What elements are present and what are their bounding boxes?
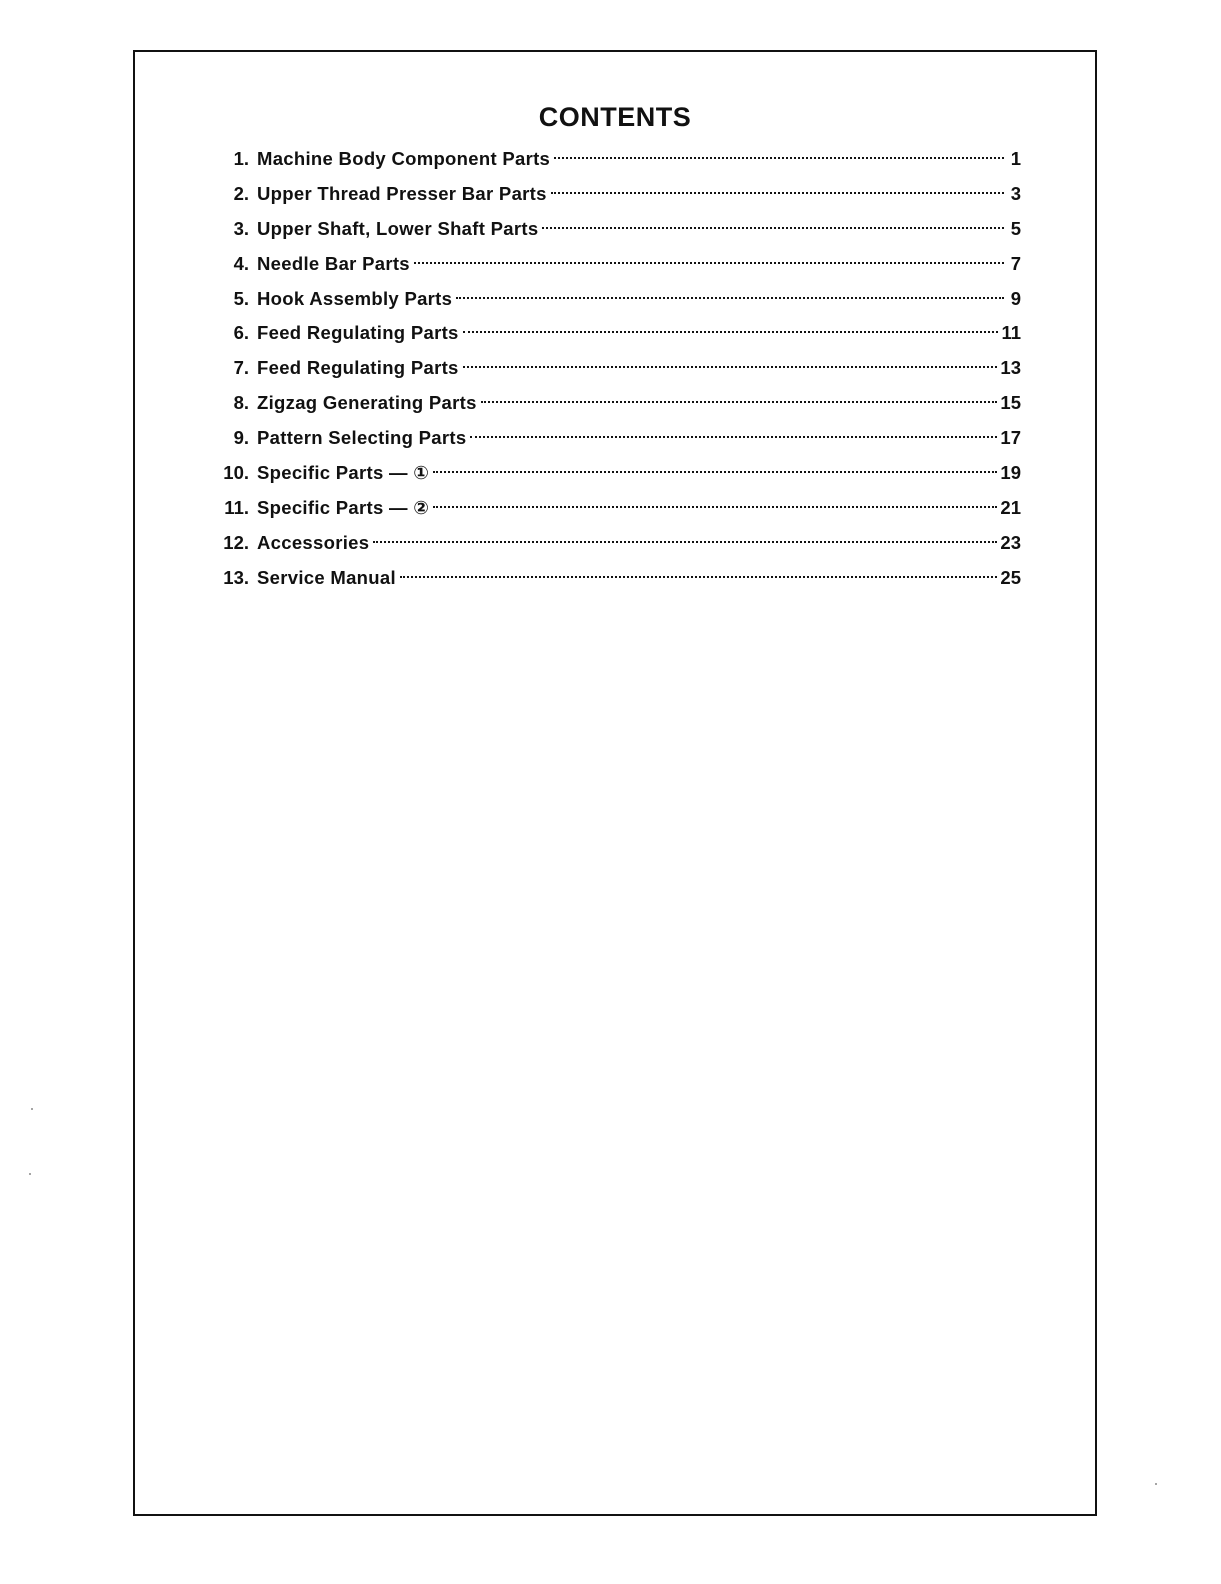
entry-page: 25	[1000, 566, 1021, 588]
entry-page: 11	[1001, 322, 1021, 344]
toc-entry[interactable]	[213, 183, 1021, 218]
contents-list	[213, 148, 1021, 602]
toc-entry[interactable]	[213, 392, 1021, 427]
page-title: CONTENTS	[538, 102, 692, 132]
toc-entry[interactable]	[213, 288, 1021, 323]
entry-number: 4.	[233, 252, 249, 274]
entry-label: Hook Assembly Parts	[257, 287, 453, 309]
dot-leader	[470, 436, 997, 438]
toc-entry[interactable]	[213, 427, 1021, 462]
entry-number: 2.	[233, 182, 249, 204]
dot-leader	[400, 576, 998, 578]
toc-entry[interactable]	[213, 148, 1021, 183]
dot-leader	[433, 506, 997, 508]
dot-leader	[463, 366, 998, 368]
page-border	[133, 50, 1097, 1516]
dot-leader	[481, 401, 998, 403]
entry-number: 12.	[223, 531, 249, 553]
entry-page: 17	[1000, 427, 1021, 449]
toc-entry[interactable]	[213, 322, 1021, 357]
entry-page: 15	[1000, 392, 1021, 414]
entry-label: Feed Regulating Parts	[257, 322, 459, 344]
dot-leader	[373, 541, 997, 543]
entry-page: 23	[1000, 531, 1021, 553]
entry-number: 6.	[233, 322, 249, 344]
scan-speck	[29, 1173, 31, 1175]
entry-page: 19	[1000, 462, 1021, 484]
entry-number: 8.	[233, 392, 249, 414]
entry-page: 1	[1010, 148, 1021, 169]
toc-entry[interactable]	[213, 567, 1021, 602]
dot-leader	[551, 192, 1004, 194]
toc-entry[interactable]	[213, 253, 1021, 288]
entry-label: Specific Parts — ②	[257, 496, 430, 518]
entry-page: 7	[1010, 252, 1021, 274]
scan-speck	[31, 1108, 33, 1110]
entry-label: Pattern Selecting Parts	[257, 427, 467, 449]
entry-page: 13	[1000, 357, 1021, 379]
toc-entry[interactable]	[213, 497, 1021, 532]
entry-label: Accessories	[257, 531, 370, 553]
entry-number: 13.	[223, 566, 249, 588]
entry-page: 3	[1010, 182, 1021, 204]
scan-speck	[1155, 1483, 1157, 1485]
entry-number: 11.	[224, 496, 249, 518]
toc-entry[interactable]	[213, 532, 1021, 567]
entry-number: 9.	[233, 427, 249, 449]
entry-label: Service Manual	[257, 566, 396, 588]
entry-number: 10.	[223, 462, 249, 484]
entry-number: 3.	[233, 217, 249, 239]
entry-label: Specific Parts — ①	[257, 462, 430, 484]
entry-label: Upper Thread Presser Bar Parts	[257, 182, 547, 204]
entry-number: 7.	[233, 357, 249, 379]
entry-page: 21	[1000, 496, 1021, 518]
entry-page: 9	[1010, 287, 1021, 309]
toc-entry[interactable]	[213, 357, 1021, 392]
entry-label: Needle Bar Parts	[257, 252, 410, 274]
entry-label: Feed Regulating Parts	[257, 357, 459, 379]
entry-label: Machine Body Component Parts	[257, 148, 551, 169]
dot-leader	[433, 471, 997, 473]
dot-leader	[414, 262, 1004, 264]
entry-number: 1.	[233, 148, 249, 169]
entry-label: Zigzag Generating Parts	[257, 392, 477, 414]
dot-leader	[456, 297, 1004, 299]
entry-number: 5.	[233, 287, 249, 309]
dot-leader	[463, 331, 999, 333]
entry-page: 5	[1010, 217, 1021, 239]
dot-leader	[554, 157, 1004, 159]
toc-entry[interactable]	[213, 218, 1021, 253]
dot-leader	[542, 227, 1004, 229]
toc-entry[interactable]	[213, 462, 1021, 497]
entry-label: Upper Shaft, Lower Shaft Parts	[257, 217, 539, 239]
